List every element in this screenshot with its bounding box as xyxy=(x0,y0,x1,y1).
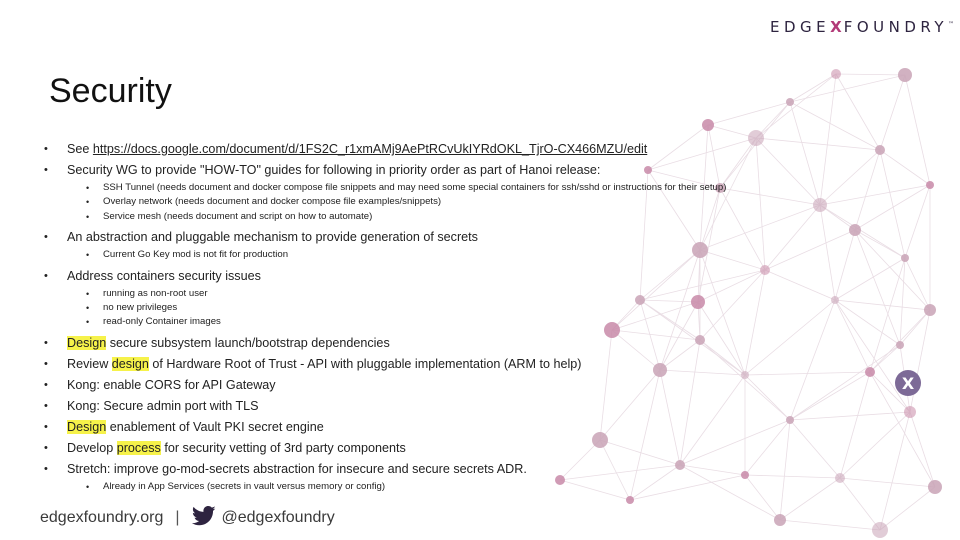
network-node xyxy=(928,480,942,494)
bullet-root-of-trust: • Review design of Hardware Root of Trust - API with pluggable implementation (ARM to help) xyxy=(0,357,900,372)
highlighted-word: design xyxy=(111,356,149,371)
slide-footer xyxy=(40,506,335,527)
network-edge xyxy=(900,310,930,345)
container-sub-list xyxy=(67,287,900,330)
sub-bullet: • no new privileges xyxy=(67,301,900,315)
footer-site: edgexfoundry.org xyxy=(40,509,164,526)
bullet-doc-link: • See https://docs.google.com/document/d/1FS2C_r1xmAMj9AePtRCvUkIYRdOKL_TjrO-CX466MZU/edit xyxy=(0,142,900,157)
network-node xyxy=(831,69,841,79)
network-edge xyxy=(790,75,905,102)
bullet-stretch-goal: • Stretch: improve go-mod-secrets abstraction for insecure and secure secrets ADR. • Already in App Services (secrets in vault versus memory or config) xyxy=(0,462,900,494)
footer-separator: | xyxy=(175,509,180,526)
network-edge xyxy=(905,185,930,258)
network-edge xyxy=(708,102,790,125)
slide-title: Security xyxy=(49,72,172,110)
network-edge xyxy=(880,75,905,150)
security-bullet-list xyxy=(0,142,900,500)
sub-bullet: • Overlay network (needs document and docker compose file examples/snippets) xyxy=(67,195,900,209)
google-doc-link[interactable]: https://docs.google.com/document/d/1FS2C_r1xmAMj9AePtRCvUkIYRdOKL_TjrO-CX466MZU/edit xyxy=(92,142,648,156)
svg-text:X: X xyxy=(901,374,915,393)
network-node xyxy=(924,304,936,316)
bullet-kong-cors: • Kong: enable CORS for API Gateway xyxy=(0,378,900,393)
bullet-howto-guides: • Security WG to provide "HOW-TO" guides for following in priority order as part of Hanoi release: • SSH Tunnel (needs document and docker compose file snippets and may need some special containers for ssh/sshd or instructions for their setup) • Overlay network (needs document and docker compose file examples/snippets) • Service mesh (needs document and script on how to automate) xyxy=(0,163,900,224)
sub-bullet: • Service mesh (needs document and script on how to automate) xyxy=(67,210,900,224)
network-edge xyxy=(790,74,836,102)
secrets-sub-list xyxy=(67,248,900,262)
logo-x-mark: X xyxy=(830,18,844,36)
network-node xyxy=(904,406,916,418)
sub-bullet: • Already in App Services (secrets in vault versus memory or config) xyxy=(67,480,900,494)
network-node xyxy=(926,181,934,189)
network-edge xyxy=(836,74,905,75)
network-edge xyxy=(905,75,930,185)
sub-bullet: • running as non-root user xyxy=(67,287,900,301)
network-node xyxy=(872,522,888,538)
bullet-vault-pki: • Design enablement of Vault PKI secret engine xyxy=(0,420,900,435)
network-node xyxy=(786,98,794,106)
highlighted-word: Design xyxy=(67,335,107,350)
bullet-secrets-abstraction: • An abstraction and pluggable mechanism to provide generation of secrets • Current Go Key mod is not fit for production xyxy=(0,230,900,262)
highlighted-word: process xyxy=(116,440,161,455)
footer-twitter-handle[interactable]: @edgexfoundry xyxy=(221,509,335,526)
network-edge xyxy=(780,520,880,530)
sub-bullet: • Current Go Key mod is not fit for production xyxy=(67,248,900,262)
sub-bullet: • SSH Tunnel (needs document and docker compose file snippets and may need some special containers for ssh/sshd or instructions for their setup) xyxy=(67,181,900,195)
network-node xyxy=(702,119,714,131)
highlighted-word: Design xyxy=(67,419,107,434)
bullet-bootstrap-design: • Design secure subsystem launch/bootstrap dependencies xyxy=(0,336,900,351)
network-edge xyxy=(910,310,930,412)
network-node xyxy=(774,514,786,526)
stretch-sub-list xyxy=(67,480,900,494)
network-node xyxy=(901,254,909,262)
twitter-bird-icon xyxy=(192,506,216,526)
bullet-container-security: • Address containers security issues • running as non-root user • no new privileges • read-only Container images xyxy=(0,269,900,330)
edgex-foundry-logo: EDGEXFOUNDRY™ xyxy=(770,18,955,36)
howto-sub-list xyxy=(67,181,900,224)
sub-bullet: • read-only Container images xyxy=(67,315,900,329)
bullet-vetting-process: • Develop process for security vetting of 3rd party components xyxy=(0,441,900,456)
bullet-kong-tls: • Kong: Secure admin port with TLS xyxy=(0,399,900,414)
network-edge xyxy=(905,258,930,310)
network-node xyxy=(898,68,912,82)
